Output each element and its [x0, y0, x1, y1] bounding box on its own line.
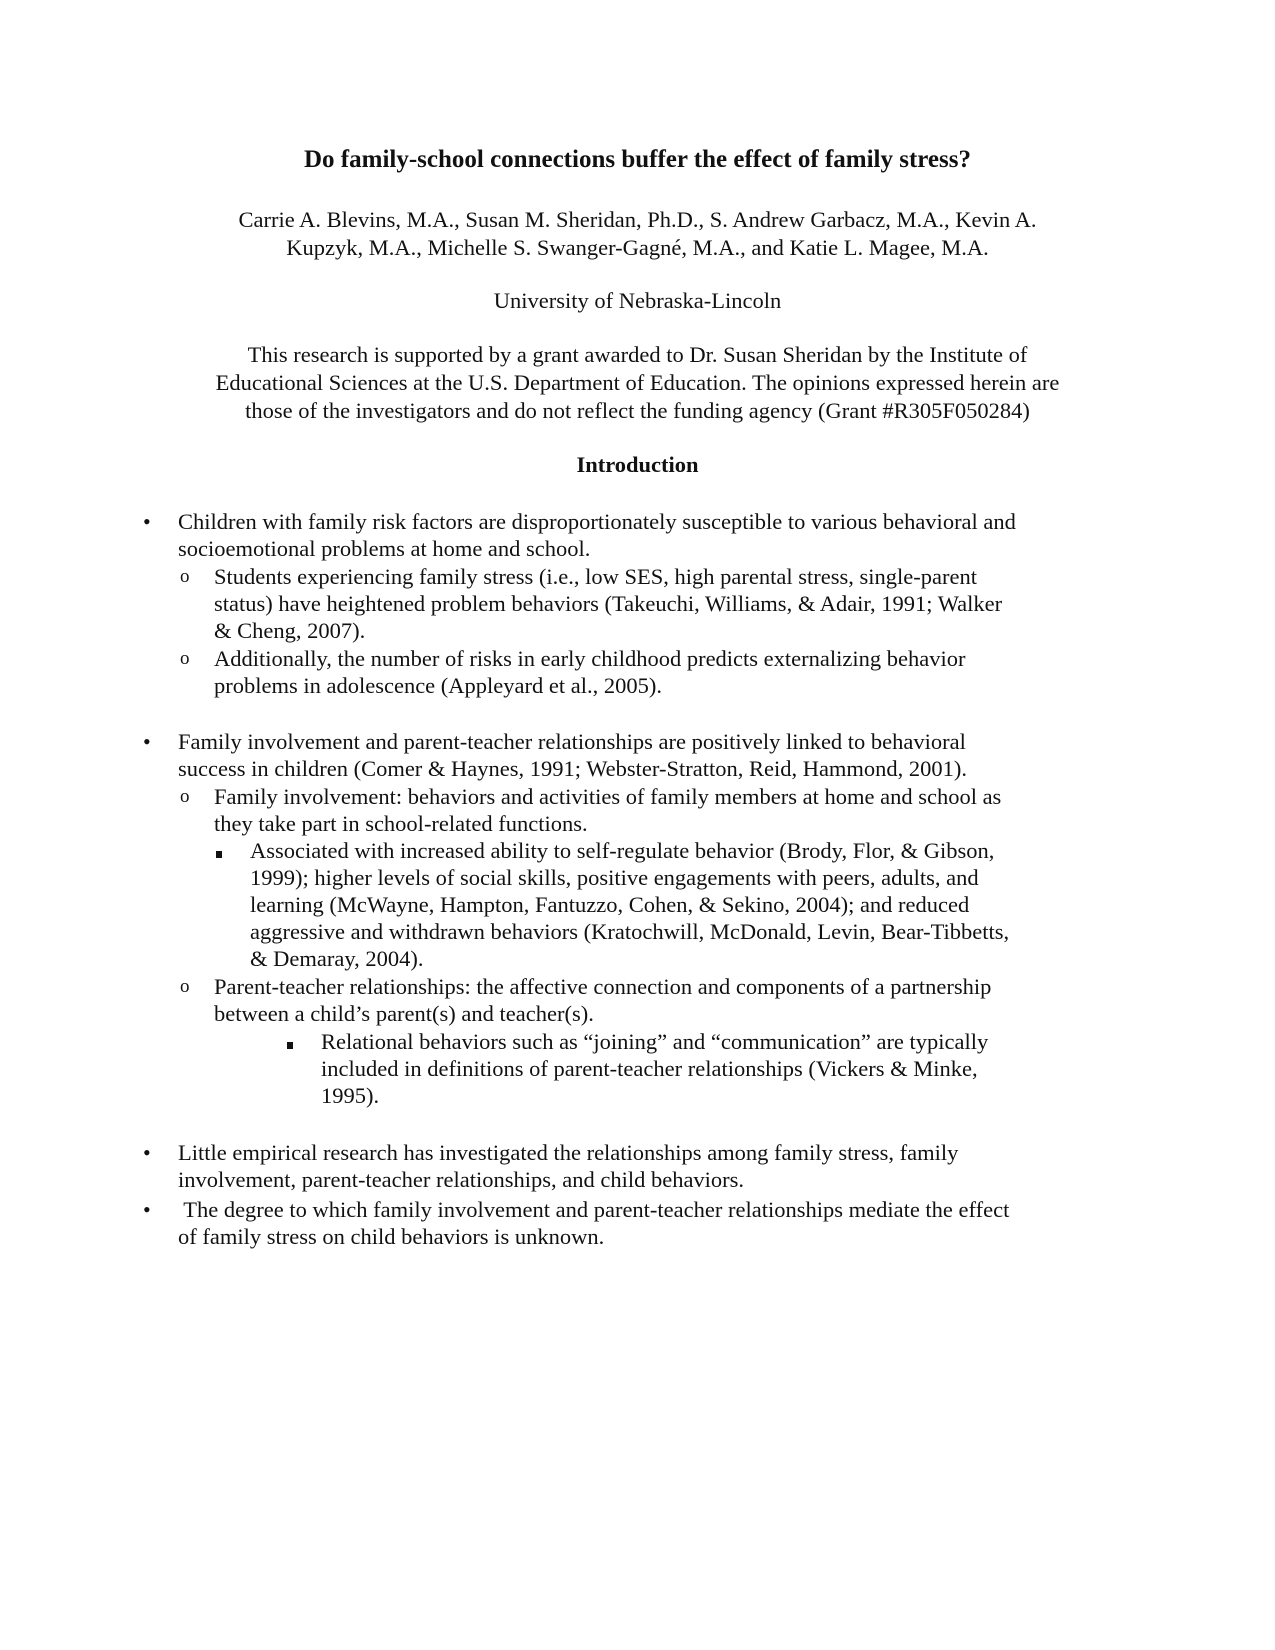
- sub-sub-bullet-text: 1999); higher levels of social skills, positive engagements with peers, adults, and: [250, 865, 979, 890]
- circle-bullet-icon: o: [180, 648, 190, 669]
- sub-bullet-text: they take part in school-related functions.: [214, 811, 588, 836]
- bullet-text: The degree to which family involvement and parent-teacher relationships mediate the effect: [178, 1197, 1010, 1222]
- sub-bullet-text: between a child’s parent(s) and teacher(s).: [214, 1001, 594, 1026]
- sub-sub-bullet-text: learning (McWayne, Hampton, Fantuzzo, Cohen, & Sekino, 2004); and reduced: [250, 892, 970, 917]
- section-heading-introduction: Introduction: [576, 452, 699, 477]
- bullet-icon: •: [143, 509, 151, 534]
- sub-bullet-text: Students experiencing family stress (i.e., low SES, high parental stress, single-parent: [214, 564, 977, 589]
- bullet-icon: •: [143, 1140, 151, 1165]
- authors-line-1: Carrie A. Blevins, M.A., Susan M. Sheridan, Ph.D., S. Andrew Garbacz, M.A., Kevin A.: [238, 207, 1037, 232]
- sub-sub-bullet-text: aggressive and withdrawn behaviors (Kratochwill, McDonald, Levin, Bear-Tibbetts,: [250, 919, 1010, 944]
- bullet-text: Children with family risk factors are disproportionately susceptible to various behavioral and: [178, 509, 1016, 534]
- funding-line-3: those of the investigators and do not reflect the funding agency (Grant #R305F050284): [245, 398, 1030, 423]
- sub-bullet-text: Additionally, the number of risks in early childhood predicts externalizing behavior: [214, 646, 966, 671]
- circle-bullet-icon: o: [180, 566, 190, 587]
- sub-bullet-text: status) have heightened problem behaviors (Takeuchi, Williams, & Adair, 1991; Walker: [214, 591, 1003, 616]
- authors-line-2: Kupzyk, M.A., Michelle S. Swanger-Gagné, M.A., and Katie L. Magee, M.A.: [286, 235, 989, 260]
- sub-bullet-text: & Cheng, 2007).: [214, 618, 366, 643]
- sub-sub-bullet-text: 1995).: [321, 1083, 380, 1108]
- sub-bullet-text: Family involvement: behaviors and activities of family members at home and school as: [214, 784, 1002, 809]
- bullet-text: socioemotional problems at home and school.: [178, 536, 591, 561]
- sub-sub-bullet-text: & Demaray, 2004).: [250, 946, 424, 971]
- sub-bullet-text: problems in adolescence (Appleyard et al., 2005).: [214, 673, 662, 698]
- sub-bullet-text: Parent-teacher relationships: the affective connection and components of a partnership: [214, 974, 992, 999]
- circle-bullet-icon: o: [180, 976, 190, 997]
- affiliation: University of Nebraska-Lincoln: [493, 288, 782, 313]
- bullet-icon: •: [143, 1197, 151, 1222]
- square-bullet-icon: [216, 837, 222, 865]
- funding-line-1: This research is supported by a grant awarded to Dr. Susan Sheridan by the Institute of: [247, 342, 1028, 367]
- sub-sub-bullet-text: Associated with increased ability to self-regulate behavior (Brody, Flor, & Gibson,: [250, 838, 995, 863]
- bullet-text: involvement, parent-teacher relationships, and child behaviors.: [178, 1167, 745, 1192]
- paper-title: Do family-school connections buffer the effect of family stress?: [303, 146, 971, 173]
- sub-sub-bullet-text: Relational behaviors such as “joining” and “communication” are typically: [321, 1029, 989, 1054]
- funding-line-2: Educational Sciences at the U.S. Department of Education. The opinions expressed herein are: [215, 370, 1060, 395]
- bullet-text: of family stress on child behaviors is unknown.: [178, 1224, 605, 1249]
- bullet-text: Family involvement and parent-teacher relationships are positively linked to behavioral: [178, 729, 966, 754]
- bullet-text: success in children (Comer & Haynes, 1991; Webster-Stratton, Reid, Hammond, 2001).: [178, 756, 968, 781]
- sub-sub-bullet-text: included in definitions of parent-teacher relationships (Vickers & Minke,: [321, 1056, 978, 1081]
- bullet-text: Little empirical research has investigated the relationships among family stress, family: [178, 1140, 959, 1165]
- square-bullet-icon: [287, 1028, 293, 1056]
- circle-bullet-icon: o: [180, 786, 190, 807]
- bullet-icon: •: [143, 729, 151, 754]
